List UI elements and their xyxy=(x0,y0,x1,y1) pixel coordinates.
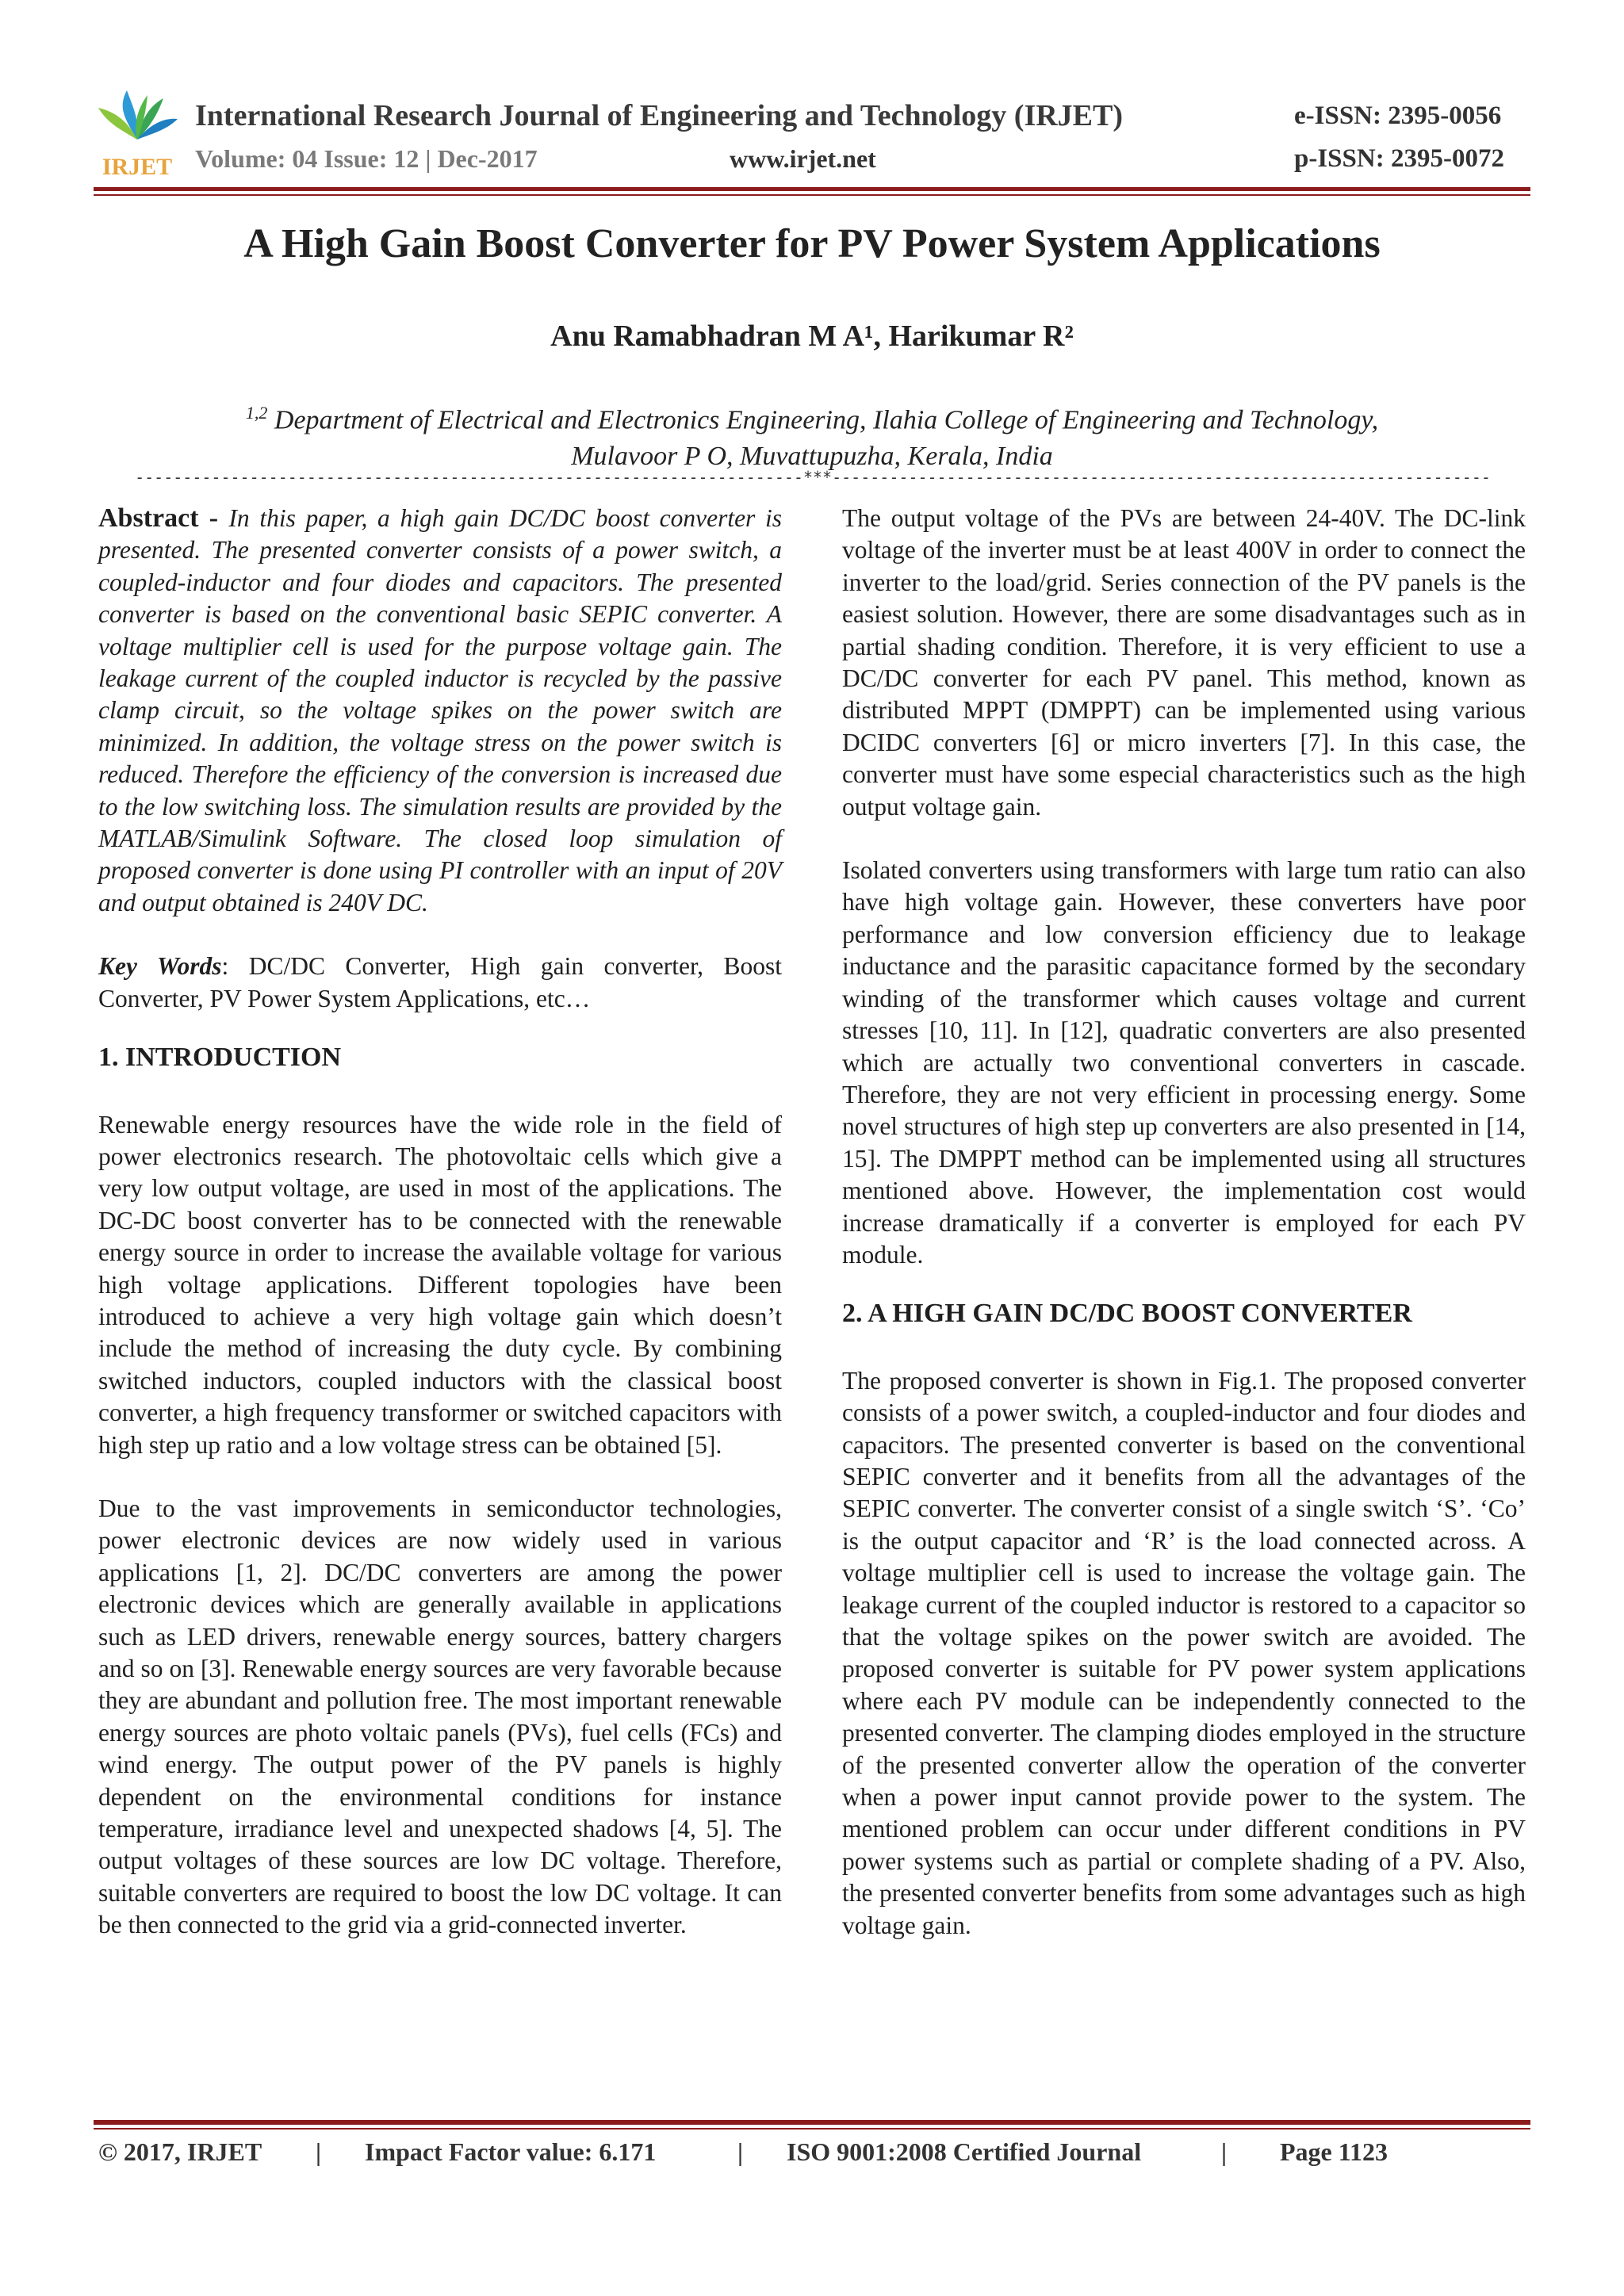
footer-rule-thin xyxy=(94,2128,1530,2130)
intro-paragraph-1: Renewable energy resources have the wide role in the field of power electronics research. The photovoltaic cells which give a very low output voltage, are used in most of the applications. The DC-DC boost converter has to be connected with the renewable energy source in order to increase the available voltage for various high voltage applications. Different topologies have been introduced to achieve a very high voltage gain which doesn’t include the method of increasing the duty cycle. By combining switched inductors, coupled inductors with the classical boost converter, a high frequency transformer or switched capacitors with high step up ratio and a low voltage stress can be obtained [5]. xyxy=(98,1110,782,1459)
paper-title: A High Gain Boost Converter for PV Power System Applications xyxy=(243,221,1381,266)
abstract-label: Abstract - xyxy=(98,503,229,533)
footer-sep-1: | xyxy=(316,2137,322,2166)
pissn: p-ISSN: 2395-0072 xyxy=(1294,144,1504,173)
eissn: e-ISSN: 2395-0056 xyxy=(1294,101,1502,130)
authors: Anu Ramabhadran M A¹, Harikumar R² xyxy=(550,320,1074,353)
header-rule-thin xyxy=(94,194,1530,196)
logo-leaves-icon xyxy=(98,90,178,140)
section2-paragraph-1: The proposed converter is shown in Fig.1. The proposed converter consists of a power switch, a coupled-inductor and four diodes and capacitors. The presented converter is based on the conventional SEPIC converter and it benefits from all the advantages of the SEPIC converter. The converter consist of a single switch ‘S’. ‘Co’ is the output capacitor and ‘R’ is the load connected across. A voltage multiplier cell is used to increase the voltage gain. The leakage current of the coupled inductor is restored to a capacitor so that the voltage spikes on the power switch are avoided. The proposed converter is suitable for PV power system applications where each PV module can be independently connected to the presented converter. The clamping diodes employed in the structure of the presented converter allow the operation of the converter when a power input cannot provide power to the system. The mentioned problem can occur under different conditions in PV power systems such as partial or complete shading of a PV. Also, the presented converter benefits from some advantages such as high voltage gain. xyxy=(842,1366,1526,1939)
footer-sep-3: | xyxy=(1221,2137,1228,2166)
footer-copyright: © 2017, IRJET xyxy=(98,2137,262,2166)
header-rule xyxy=(94,187,1530,191)
keywords-label: Key Words xyxy=(98,952,222,981)
journal-website[interactable]: www.irjet.net xyxy=(730,144,876,173)
keywords xyxy=(98,951,782,1015)
right-paragraph-2: Isolated converters using transformers with large tum ratio can also have high voltage gain. However, these converters have poor performance and low conversion efficiency due to leakage inductance and the parasitic capacitance formed by the secondary winding of the transformer which causes voltage and current stresses [10, 11]. In [12], quadratic converters are also presented which are actually two conventional converters in cascade. Therefore, they are not very efficient in processing energy. Some novel structures of high step up converters are also presented in [14, 15]. The DMPPT method can be implemented using all structures mentioned above. However, the implementation cost would increase dramatically if a converter is employed for each PV module. xyxy=(842,856,1526,1269)
footer-page-number: Page 1123 xyxy=(1280,2137,1388,2166)
affiliation xyxy=(0,395,1624,475)
footer-iso: ISO 9001:2008 Certified Journal xyxy=(787,2137,1142,2166)
abstract xyxy=(98,503,782,919)
abstract-text: In this paper, a high gain DC/DC boost converter is presented. The presented converter consists of a power switch, a coupled-inductor and four diodes and capacitors. The presented converter is based on the conventional basic SEPIC converter. A voltage multiplier cell is used for the purpose voltage gain. The leakage current of the coupled inductor is recycled by the passive clamp circuit, so the voltage spikes on the power switch are minimized. In addition, the voltage stress on the power switch is reduced. Therefore the efficiency of the conversion is increased due to the low switching loss. The simulation results are provided by the MATLAB/Simulink Software. The closed loop simulation of proposed converter is done using PI controller with an input of 20V and output obtained is 240V DC. xyxy=(98,504,782,916)
journal-title: International Research Journal of Engineering and Technology (IRJET) xyxy=(195,99,1124,132)
affiliation-sup: 1,2 xyxy=(245,403,268,423)
affiliation-line2: Mulavoor P O, Muvattupuzha, Kerala, India xyxy=(571,442,1053,472)
right-column xyxy=(842,503,1526,1942)
right-paragraph-1: The output voltage of the PVs are between 24-40V. The DC-link voltage of the inverter must be at least 400V in order to connect the inverter to the load/grid. Series connection of the PV panels is the easiest solution. However, there are some disadvantages such as in partial shading condition. Therefore, it is very efficient to use a DC/DC converter for each PV panel. This method, known as distributed MPPT (DMPPT) can be implemented using various DCIDC converters [6] or micro inverters [7]. In this case, the converter must have some especial characteristics such as the high output voltage gain. xyxy=(842,504,1526,821)
keywords-text: : DC/DC Converter, High gain converter, Boost Converter, PV Power System Applications, etc… xyxy=(98,952,782,1012)
affiliation-line1: Department of Electrical and Electronics Engineering, Ilahia College of Engineering and Technology, xyxy=(274,405,1379,435)
intro-heading: 1. INTRODUCTION xyxy=(98,1043,342,1073)
footer-rule xyxy=(94,2120,1530,2125)
section-divider: ----------------------------------------------------------------------***--------------------------------------------------------------------- xyxy=(135,468,1491,487)
irjet-logo xyxy=(94,84,181,181)
footer-sep-2: | xyxy=(737,2137,744,2166)
section2-heading: 2. A HIGH GAIN DC/DC BOOST CONVERTER xyxy=(842,1299,1412,1329)
footer-impact-factor: Impact Factor value: 6.171 xyxy=(365,2137,657,2166)
volume-issue: Volume: 04 Issue: 12 | Dec-2017 xyxy=(195,144,538,173)
logo-text: IRJET xyxy=(102,154,173,180)
intro-paragraph-2: Due to the vast improvements in semiconductor technologies, power electronic devices are now widely used in various applications [1, 2]. DC/DC converters are among the power electronic devices which are generally available in applications such as LED drivers, renewable energy sources, battery chargers and so on [3]. Renewable energy sources are very favorable because they are abundant and pollution free. The most important renewable energy sources are photo voltaic panels (PVs), fuel cells (FCs) and wind energy. The output power of the PV panels is highly dependent on the environmental conditions for instance temperature, irradiance level and unexpected shadows [4, 5]. The output voltages of these sources are low DC voltage. Therefore, suitable converters are required to boost the low DC voltage. It can be then connected to the grid via a grid-connected inverter. xyxy=(98,1494,782,1939)
left-column xyxy=(98,503,782,1942)
